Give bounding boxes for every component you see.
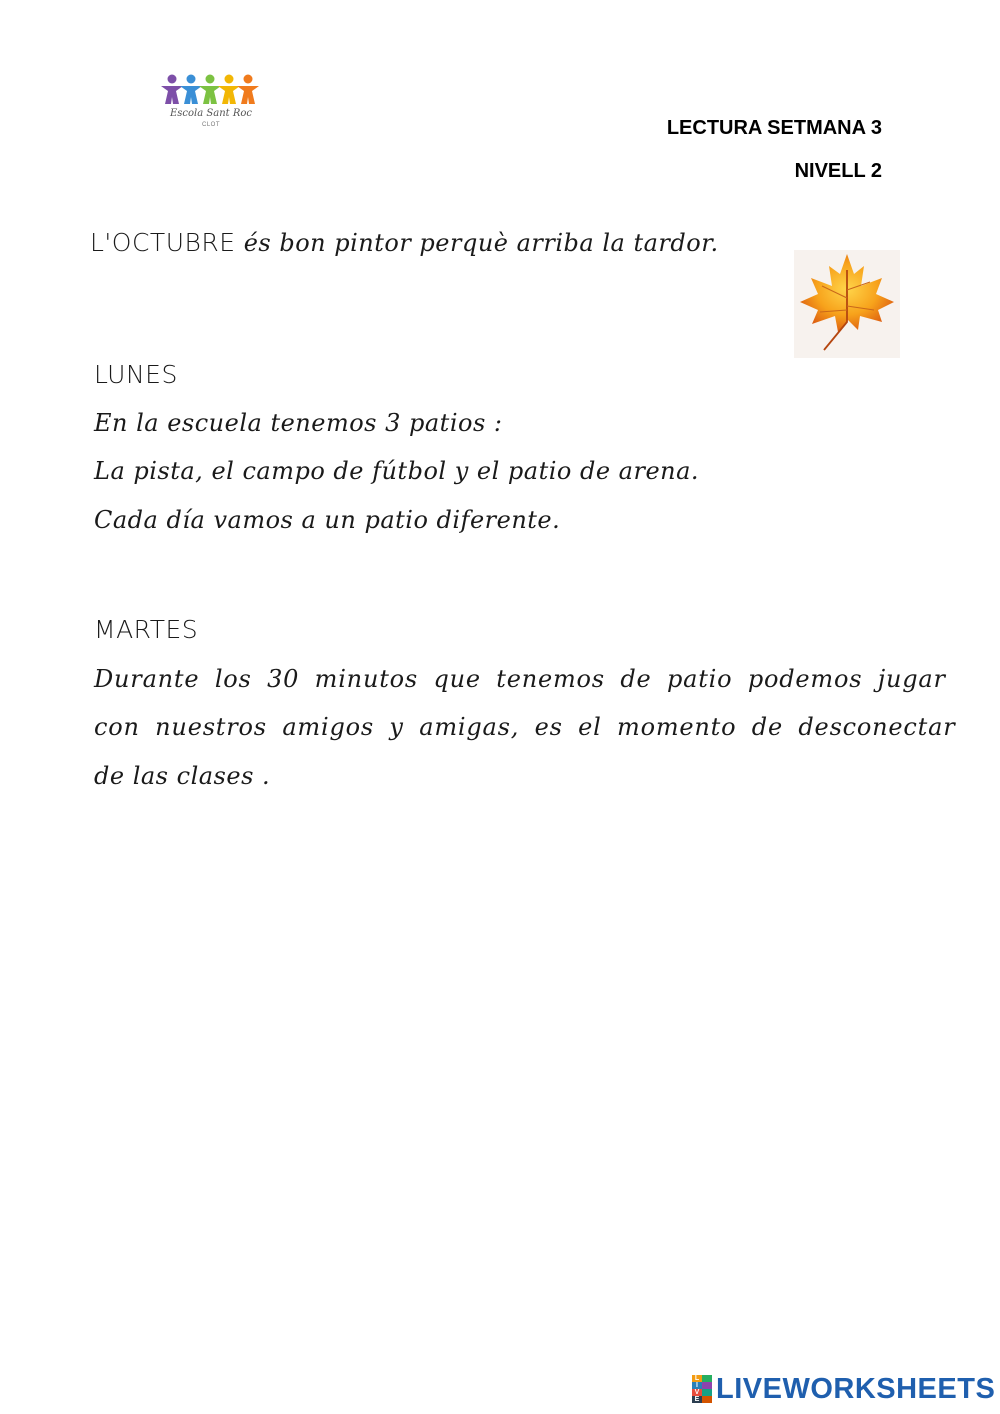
intro-text: és bon pintor perquè arriba la tardor. — [243, 229, 719, 257]
intro-month: L'OCTUBRE — [90, 228, 236, 257]
lunes-line-3: Cada día vamos a un patio diferente. — [94, 506, 561, 534]
section-heading-martes: MARTES — [94, 615, 199, 644]
figure-head — [244, 75, 253, 84]
lunes-line-2: La pista, el campo de fútbol y el patio de arena. — [94, 457, 700, 485]
figure-body — [218, 86, 240, 104]
worksheet-level: NIVELL 2 — [794, 160, 882, 182]
martes-line-2: con nuestros amigos y amigas, es el momento de desconectar — [94, 713, 956, 741]
figure-head — [168, 75, 177, 84]
logo-school-name: Escola Sant Roc — [170, 108, 252, 119]
figure-body — [161, 86, 183, 104]
live-badge-icon: L I V E — [692, 1375, 712, 1403]
lunes-line-1: En la escuela tenemos 3 patios : — [94, 409, 503, 437]
logo-district: CLOT — [201, 122, 220, 128]
figure-body — [180, 86, 202, 104]
figure-head — [225, 75, 234, 84]
figure-head — [206, 75, 215, 84]
liveworksheets-brand — [692, 1374, 995, 1404]
martes-line-3: de las clases . — [94, 762, 271, 790]
martes-line-1: Durante los 30 minutos que tenemos de patio podemos jugar — [94, 665, 946, 693]
children-figures-icon — [160, 72, 262, 108]
section-heading-lunes: LUNES — [94, 360, 178, 389]
school-logo — [160, 72, 262, 134]
figure-body — [237, 86, 259, 104]
figure-head — [187, 75, 196, 84]
worksheet-title: LECTURA SETMANA 3 — [666, 117, 882, 139]
maple-leaf-icon — [794, 250, 900, 358]
brand-text: LIVEWORKSHEETS — [716, 1372, 996, 1405]
figure-body — [199, 86, 221, 104]
intro-line — [90, 228, 719, 257]
